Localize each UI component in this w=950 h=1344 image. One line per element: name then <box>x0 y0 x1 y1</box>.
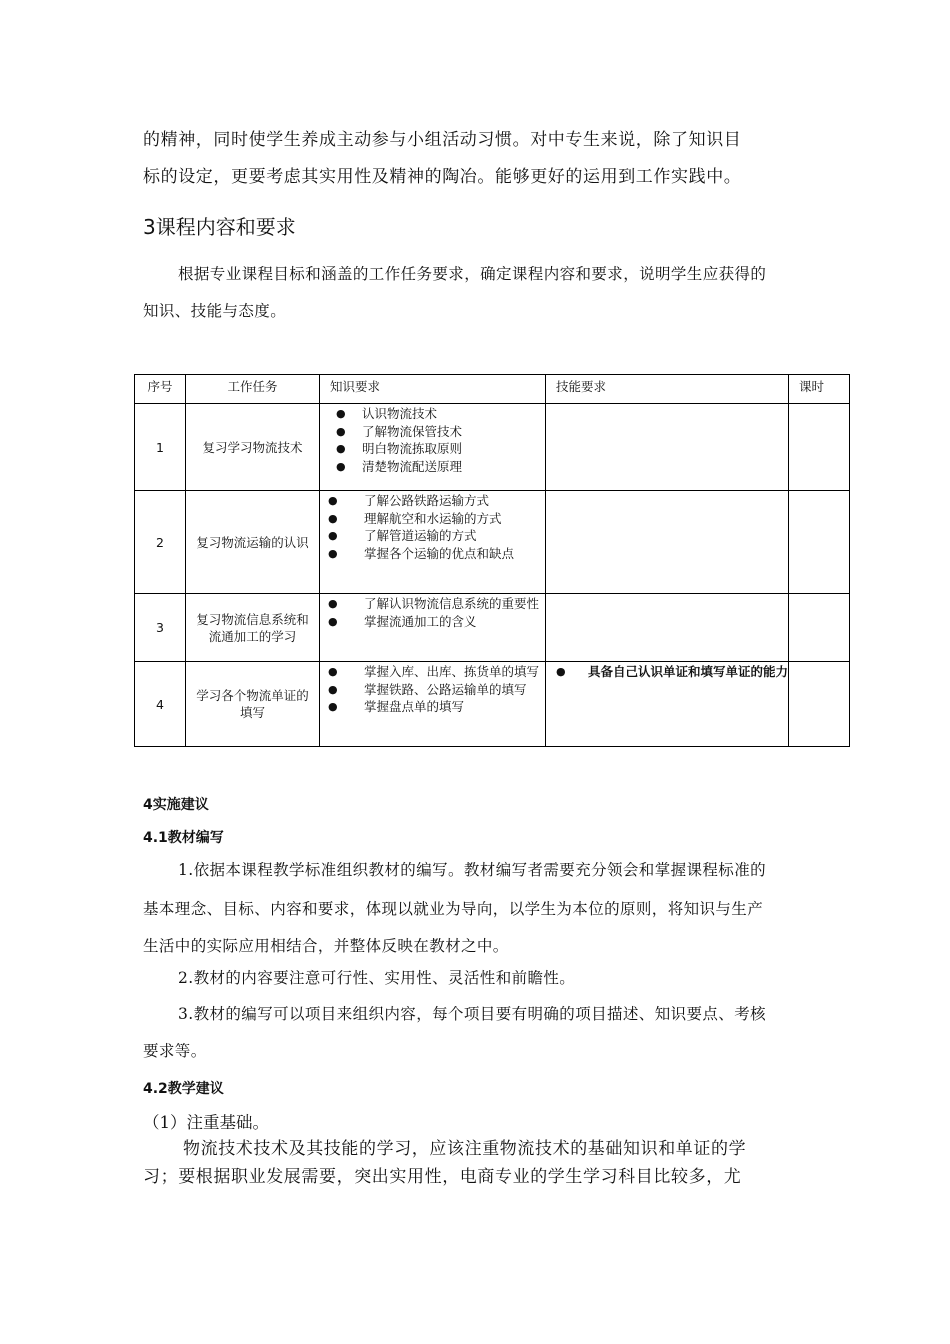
table-row <box>135 594 850 662</box>
intro-line-1: 的精神，同时使学生养成主动参与小组活动习惯。对中专生来说，除了知识目 <box>143 130 742 150</box>
row-skill <box>546 594 789 662</box>
knowledge-item: ● 了解公路铁路运输方式 <box>320 492 545 510</box>
row-seq: 4 <box>135 662 186 747</box>
row-hours <box>789 594 850 662</box>
point-1-heading: （1）注重基础。 <box>143 1113 269 1132</box>
section-3-para-line-1: 根据专业课程目标和涵盖的工作任务要求，确定课程内容和要求，说明学生应获得的 <box>178 265 767 283</box>
row-task: 复习学习物流技术 <box>186 404 320 491</box>
section-4-title: 4实施建议 <box>143 797 209 813</box>
subsection-4-2-title: 4.2教学建议 <box>143 1081 224 1097</box>
point-1-line-1: 物流技术技术及其技能的学习，应该注重物流技术的基础知识和单证的学 <box>183 1139 747 1159</box>
knowledge-item: ● 掌握盘点单的填写 <box>320 698 545 716</box>
item-2: 2.教材的内容要注意可行性、实用性、灵活性和前瞻性。 <box>178 969 576 987</box>
section-3-title: 3课程内容和要求 <box>143 215 296 239</box>
row-task: 复习物流运输的认识 <box>186 491 320 594</box>
knowledge-item: ● 了解物流保管技术 <box>320 423 545 441</box>
item-3-line-1: 3.教材的编写可以项目来组织内容，每个项目要有明确的项目描述、知识要点、考核 <box>178 1005 766 1023</box>
course-content-table <box>134 374 850 747</box>
item-1-line-3: 生活中的实际应用相结合，并整体反映在教材之中。 <box>143 937 509 955</box>
item-1-line-2: 基本理念、目标、内容和要求，体现以就业为导向，以学生为本位的原则，将知识与生产 <box>143 900 764 918</box>
item-1-line-1: 1.依据本课程教学标准组织教材的编写。教材编写者需要充分领会和掌握课程标准的 <box>178 861 766 879</box>
row-hours <box>789 662 850 747</box>
intro-line-2: 标的设定，更要考虑其实用性及精神的陶冶。能够更好的运用到工作实践中。 <box>143 167 742 187</box>
knowledge-item: ● 认识物流技术 <box>320 405 545 423</box>
header-skill: 技能要求 <box>546 375 789 404</box>
table-row <box>135 491 850 594</box>
knowledge-item: ● 掌握铁路、公路运输单的填写 <box>320 681 545 699</box>
item-3-line-2: 要求等。 <box>143 1042 207 1060</box>
knowledge-item: ● 清楚物流配送原理 <box>320 458 545 476</box>
table-header-row <box>135 375 850 404</box>
knowledge-item: ● 明白物流拣取原则 <box>320 440 545 458</box>
header-seq: 序号 <box>135 375 186 404</box>
row-skill <box>546 491 789 594</box>
header-knowledge: 知识要求 <box>320 375 546 404</box>
row-task: 学习各个物流单证的填写 <box>186 662 320 747</box>
point-1-line-2: 习；要根据职业发展需要，突出实用性，电商专业的学生学习科目比较多，尤 <box>143 1167 742 1187</box>
row-knowledge <box>320 491 546 594</box>
row-knowledge <box>320 404 546 491</box>
knowledge-item: ● 理解航空和水运输的方式 <box>320 510 545 528</box>
knowledge-item: ● 了解管道运输的方式 <box>320 527 545 545</box>
row-seq: 1 <box>135 404 186 491</box>
row-skill <box>546 404 789 491</box>
row-knowledge <box>320 662 546 747</box>
header-hours: 课时 <box>789 375 850 404</box>
row-seq: 3 <box>135 594 186 662</box>
header-task: 工作任务 <box>186 375 320 404</box>
row-skill <box>546 662 789 747</box>
table-row <box>135 662 850 747</box>
row-seq: 2 <box>135 491 186 594</box>
knowledge-item: ● 了解认识物流信息系统的重要性 <box>320 595 545 613</box>
knowledge-item: ● 掌握入库、出库、拣货单的填写 <box>320 663 545 681</box>
row-hours <box>789 404 850 491</box>
subsection-4-1-title: 4.1教材编写 <box>143 830 224 846</box>
section-3-para-line-2: 知识、技能与态度。 <box>143 302 287 320</box>
knowledge-item: ● 掌握各个运输的优点和缺点 <box>320 545 545 563</box>
skill-item: ● 具备自己认识单证和填写单证的能力 <box>546 663 788 681</box>
row-hours <box>789 491 850 594</box>
row-knowledge <box>320 594 546 662</box>
knowledge-item: ● 掌握流通加工的含义 <box>320 613 545 631</box>
table-row <box>135 404 850 491</box>
row-task: 复习物流信息系统和流通加工的学习 <box>186 594 320 662</box>
